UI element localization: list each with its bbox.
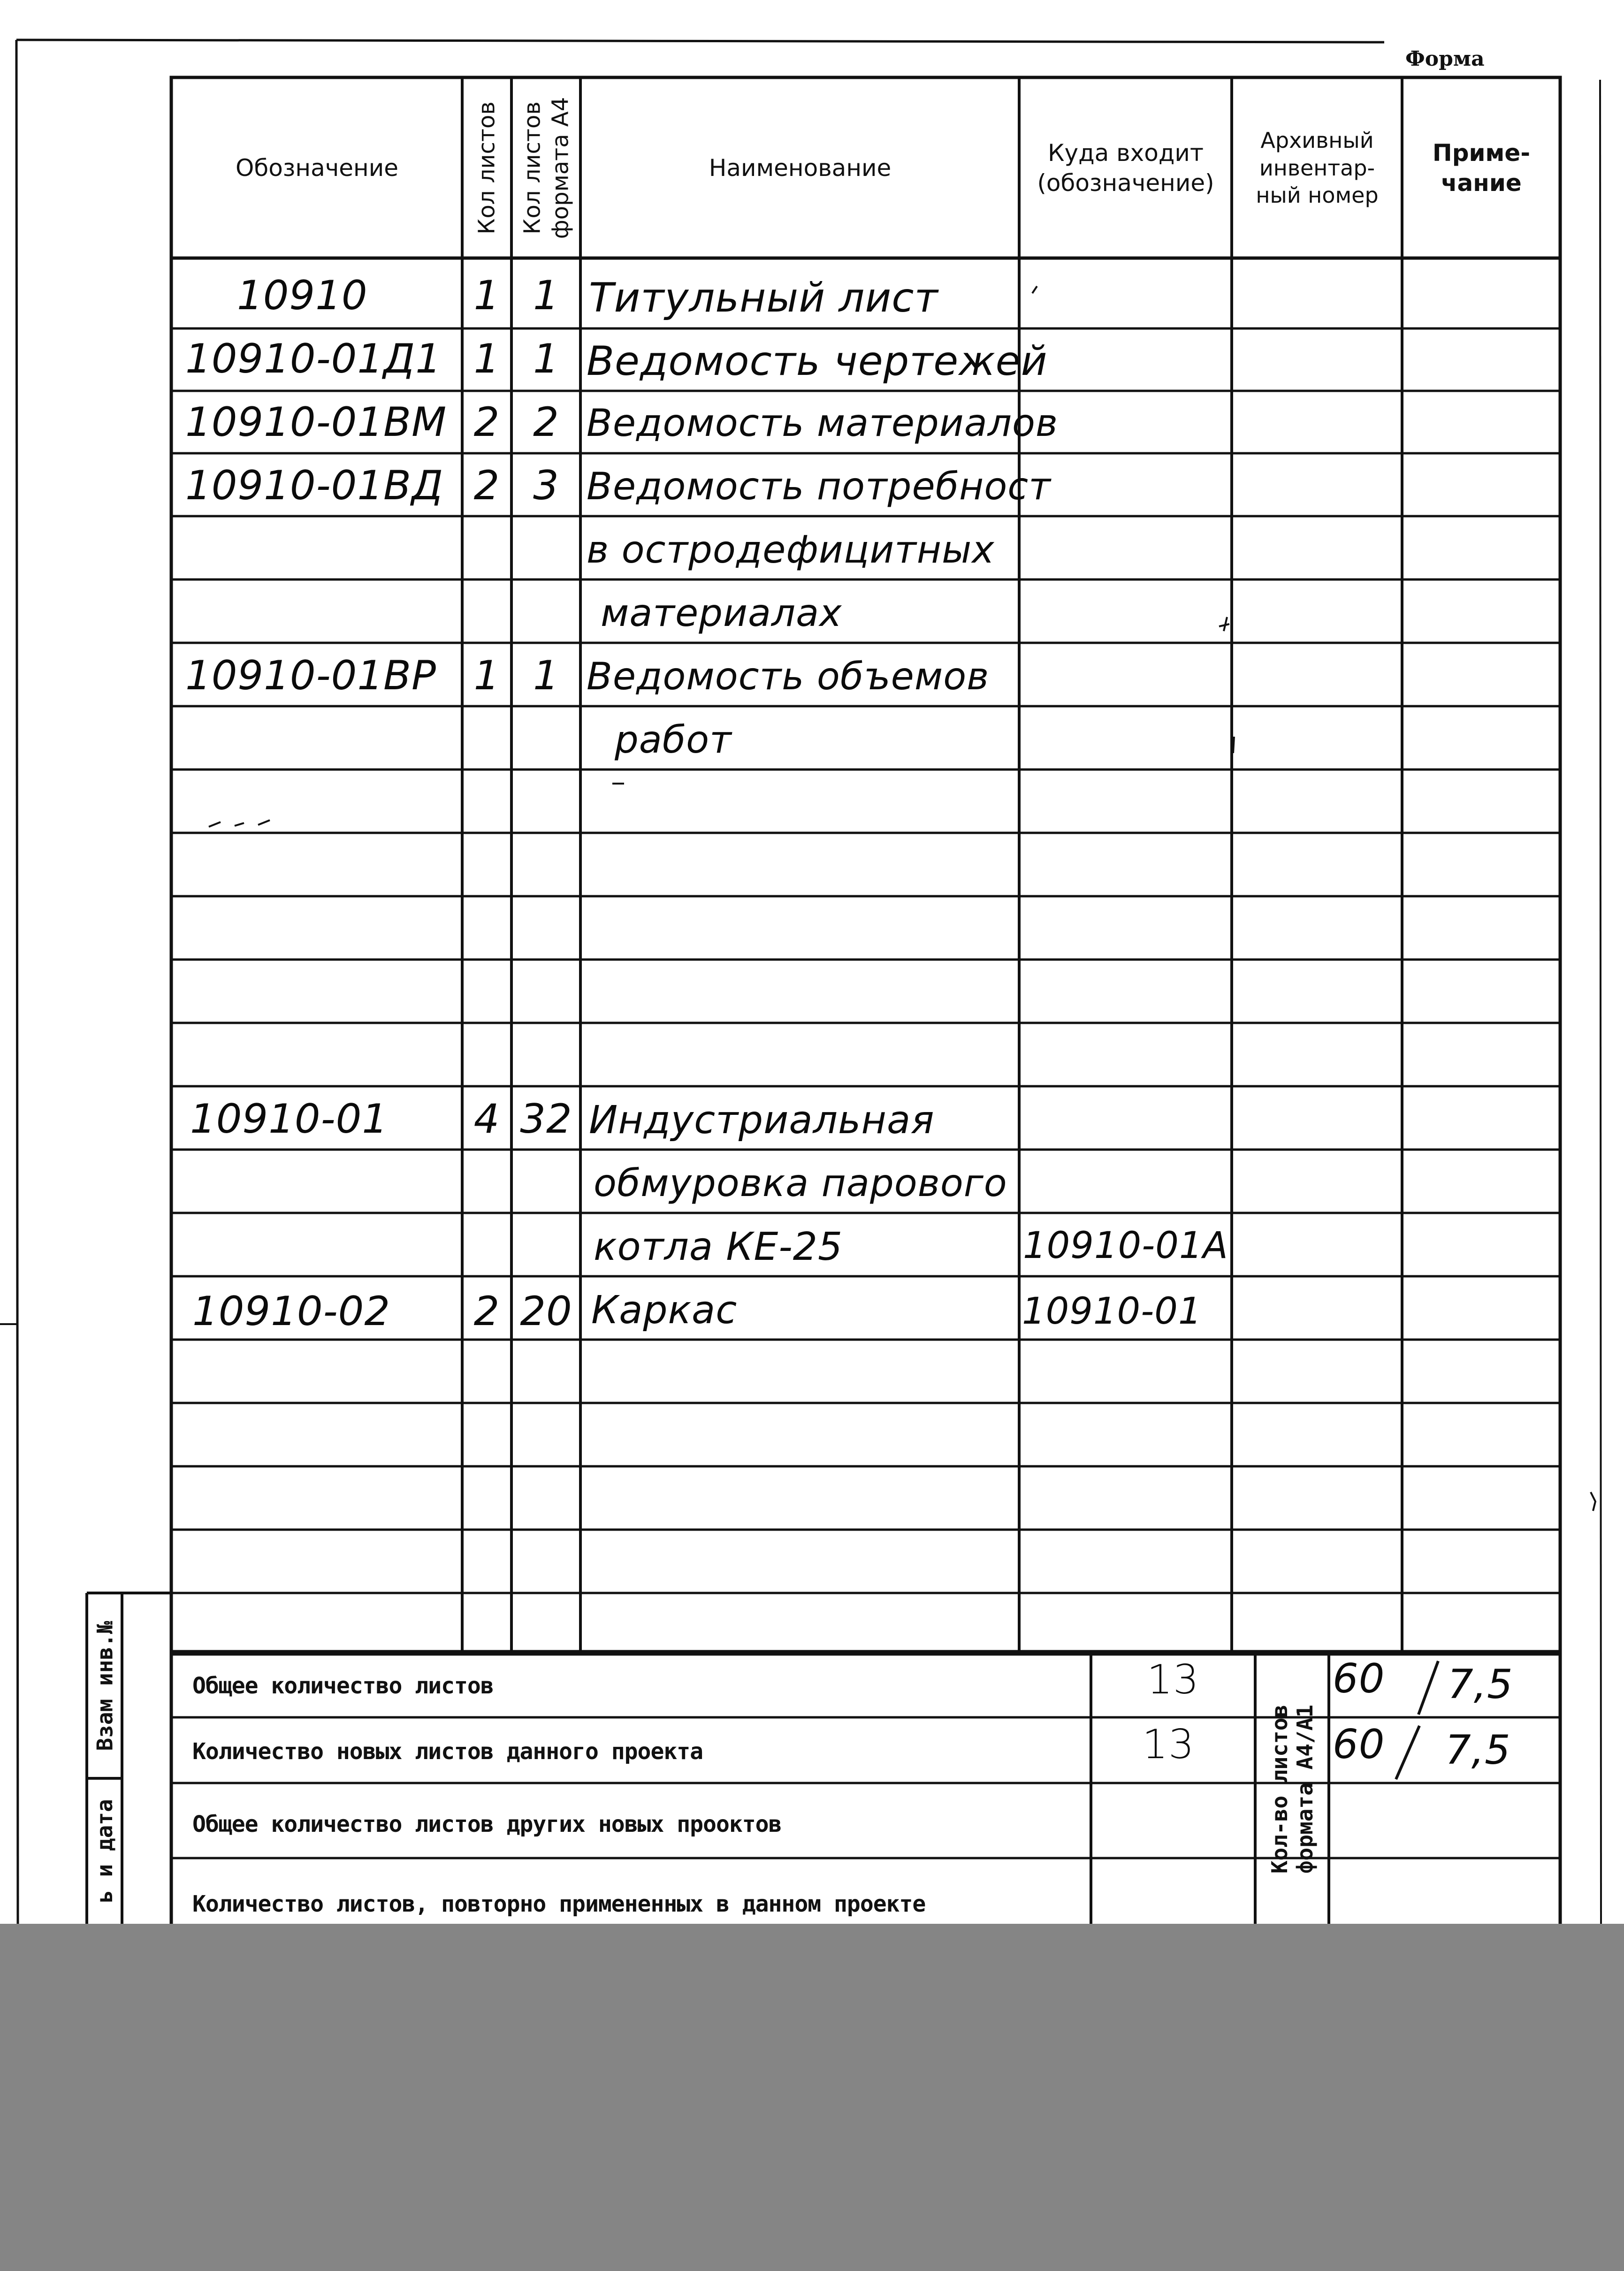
stamp-inventory-replacement: Взам инв.№	[92, 1621, 118, 1751]
header-note	[1403, 79, 1559, 257]
row-designation: 10910-02	[192, 1288, 391, 1335]
summary-slash	[1410, 1657, 1448, 1718]
row-name: Ведомость объемов	[587, 655, 990, 698]
row-name: работ	[615, 718, 732, 762]
header-note-line1: Приме-	[1432, 139, 1531, 167]
header-sheets-a4	[513, 79, 579, 257]
row-sheets: 1	[473, 652, 500, 699]
row-sheets: 4	[473, 1096, 500, 1143]
header-where-used-line2: (обозначение)	[1037, 169, 1214, 197]
row-sheets: 2	[473, 399, 500, 446]
stamp-signature-date: ь и дата	[92, 1799, 117, 1903]
row-sheets-a4: 1	[533, 335, 559, 382]
summary-a1: 7,5	[1448, 1661, 1513, 1708]
row-name: Ведомость материалов	[587, 401, 1059, 445]
row-sheets: 1	[473, 335, 500, 382]
header-where-used-line1: Куда входит	[1047, 139, 1204, 167]
page-border-top	[16, 40, 1384, 42]
form-label: Форма	[1405, 47, 1485, 71]
row-sheets: 2	[473, 462, 500, 509]
row-name: котла КЕ-25	[594, 1225, 843, 1269]
header-archive-number	[1233, 79, 1401, 257]
row-sheets-a4: 3	[533, 462, 559, 509]
summary-slash	[1389, 1722, 1426, 1783]
summary-a4: 60	[1333, 1721, 1385, 1768]
summary-side-label	[1257, 1655, 1328, 1923]
row-name: в остродефицитных	[587, 528, 995, 572]
header-sheets-a4-line1: Кол листов	[519, 101, 546, 235]
header-archive-line1: Архивный	[1260, 127, 1374, 153]
summary-a4: 60	[1333, 1655, 1385, 1702]
page-border-left	[16, 40, 18, 1924]
page-border-right	[1600, 80, 1601, 1924]
summary-count: 13	[1147, 1656, 1199, 1703]
header-sheets-a4-line2: формата А4	[547, 97, 574, 239]
summary-label: Количество листов, повторно примененных в данном проекте	[192, 1891, 926, 1917]
row-designation: 10910-01	[190, 1096, 389, 1143]
summary-count: 13	[1142, 1721, 1195, 1768]
header-archive-line3: ный номер	[1256, 183, 1379, 208]
header-sheets: Кол листов	[474, 101, 501, 235]
summary-label: Общее количество листов других новых прооктов	[192, 1811, 782, 1837]
row-name: Каркас	[591, 1288, 738, 1333]
row-sheets: 1	[473, 272, 500, 319]
row-name: Ведомость чертежей	[587, 338, 1048, 385]
summary-side-line1: Кол-во листов	[1267, 1704, 1292, 1874]
header-archive-line2: инвентар-	[1259, 155, 1375, 181]
header-name: Наименование	[709, 154, 892, 182]
summary-a1: 7,5	[1445, 1727, 1511, 1774]
row-sheets-a4: 32	[520, 1096, 572, 1143]
row-sheets-a4: 20	[520, 1288, 572, 1335]
row-sheets-a4: 1	[533, 652, 559, 699]
row-name: материалах	[601, 591, 842, 635]
row-designation: 10910-01ВМ	[185, 399, 447, 446]
row-name: обмуровка парового	[594, 1161, 1007, 1205]
row-name: Индустриальная	[589, 1098, 935, 1143]
header-designation: Обозначение	[236, 154, 398, 182]
row-designation: 10910-01ВР	[185, 652, 436, 699]
summary-side-line2: формата А4/А1	[1292, 1704, 1318, 1874]
header-where-used	[1021, 79, 1231, 257]
row-where-used: 10910-01А	[1023, 1225, 1228, 1267]
row-where-used: 10910-01	[1022, 1290, 1202, 1333]
header-note-line2: чание	[1441, 169, 1522, 197]
summary-label: Количество новых листов данного проекта	[192, 1738, 703, 1765]
row-name: Ведомость потребност	[587, 465, 1051, 508]
row-designation: 10910-01Д1	[185, 335, 442, 382]
row-sheets-a4: 2	[533, 399, 559, 446]
row-designation: 10910-01ВД	[185, 462, 444, 509]
row-designation: 10910	[237, 272, 368, 319]
scan-gray-area	[0, 1924, 1624, 2271]
summary-label: Общее количество листов	[192, 1673, 494, 1699]
row-sheets-a4: 1	[533, 272, 559, 319]
row-sheets: 2	[473, 1288, 500, 1335]
row-name: Титульный лист	[589, 274, 938, 321]
